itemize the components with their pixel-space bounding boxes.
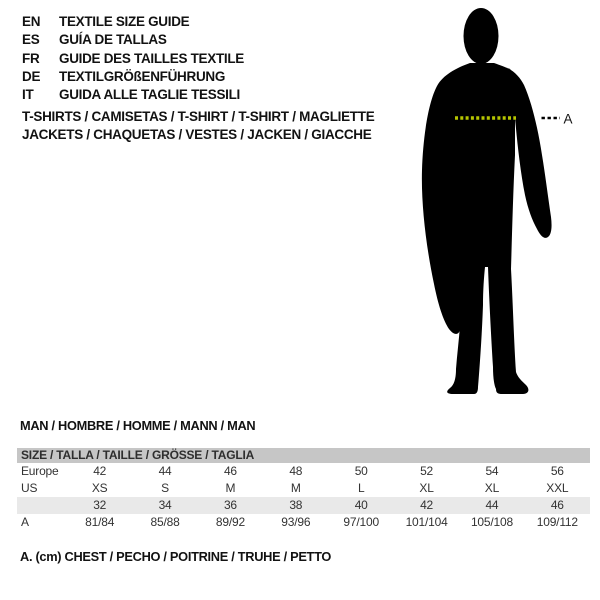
size-cell: XL	[484, 481, 500, 495]
size-cell: 44	[485, 498, 499, 512]
row-label-blank	[17, 497, 67, 514]
size-cell: 89/92	[215, 515, 245, 529]
silhouette-body	[422, 63, 552, 394]
size-cell: 36	[223, 498, 237, 512]
language-code-fr: FR	[22, 50, 40, 66]
language-title-en: TEXTILE SIZE GUIDE	[59, 14, 190, 29]
language-row-es	[22, 31, 244, 49]
size-cell: 40	[354, 498, 368, 512]
size-cell: 85/88	[150, 515, 180, 529]
size-cell: 93/96	[281, 515, 311, 529]
silhouette-head	[464, 8, 499, 64]
row-label-us: US	[21, 481, 38, 495]
language-code-it: IT	[22, 87, 34, 103]
language-code-es: ES	[22, 32, 40, 48]
size-cell: 34	[158, 498, 172, 512]
size-cell: 81/84	[85, 515, 115, 529]
language-code-en: EN	[22, 14, 41, 29]
size-cell: XXL	[546, 481, 569, 495]
section-title-man: MAN / HOMBRE / HOMME / MANN / MAN	[20, 418, 256, 433]
size-cell: 109/112	[536, 515, 578, 529]
size-cell: 97/100	[343, 515, 379, 529]
measurement-footnote: A. (cm) CHEST / PECHO / POITRINE / TRUHE / PETTO	[20, 549, 332, 564]
size-cell: M	[290, 481, 301, 495]
man-silhouette-figure	[410, 5, 575, 395]
size-cell: 54	[485, 464, 499, 478]
size-cell: 32	[93, 498, 107, 512]
size-cell: 42	[93, 464, 107, 478]
size-cell: 38	[289, 498, 303, 512]
size-table-row-europe	[17, 463, 590, 480]
row-label-a: A	[21, 515, 29, 529]
language-row-en	[22, 13, 244, 31]
language-title-de: TEXTILGRÖßENFÜHRUNG	[59, 68, 226, 84]
language-row-de	[22, 68, 244, 86]
size-cell: 50	[354, 464, 368, 478]
size-table-header: SIZE / TALLA / TAILLE / GRÖSSE / TAGLIA	[17, 448, 590, 463]
size-cell: 56	[550, 464, 564, 478]
size-table-row-numeric	[17, 497, 590, 514]
size-cell: 101/104	[405, 515, 448, 529]
size-cell: 46	[550, 498, 564, 512]
size-cell: 105/108	[470, 515, 513, 529]
language-title-es: GUÍA DE TALLAS	[59, 32, 167, 48]
language-row-it	[22, 86, 244, 104]
size-cell: 46	[223, 464, 237, 478]
size-cell: M	[225, 481, 236, 495]
measure-label-a: A	[563, 111, 573, 127]
category-line-tshirts: T-SHIRTS / CAMISETAS / T-SHIRT / T-SHIRT / MAGLIETTE	[22, 109, 375, 124]
size-cell: L	[357, 481, 365, 495]
size-table	[17, 448, 590, 531]
language-row-fr	[22, 50, 244, 68]
category-line-jackets: JACKETS / CHAQUETAS / VESTES / JACKEN / GIACCHE	[22, 127, 372, 142]
size-cell: 44	[158, 464, 172, 478]
size-cell: 42	[420, 498, 434, 512]
size-cell: XS	[91, 481, 108, 495]
size-cell: XL	[419, 481, 434, 495]
size-table-row-chest-a	[17, 514, 590, 531]
language-title-fr: GUIDE DES TAILLES TEXTILE	[59, 50, 245, 66]
size-table-row-us	[17, 480, 590, 497]
language-list	[22, 13, 244, 104]
row-label-europe: Europe	[21, 464, 59, 478]
size-cell: 48	[289, 464, 303, 478]
language-title-it: GUIDA ALLE TAGLIE TESSILI	[59, 87, 240, 103]
language-code-de: DE	[22, 68, 41, 84]
size-cell: S	[161, 481, 169, 495]
size-cell: 52	[420, 464, 434, 478]
